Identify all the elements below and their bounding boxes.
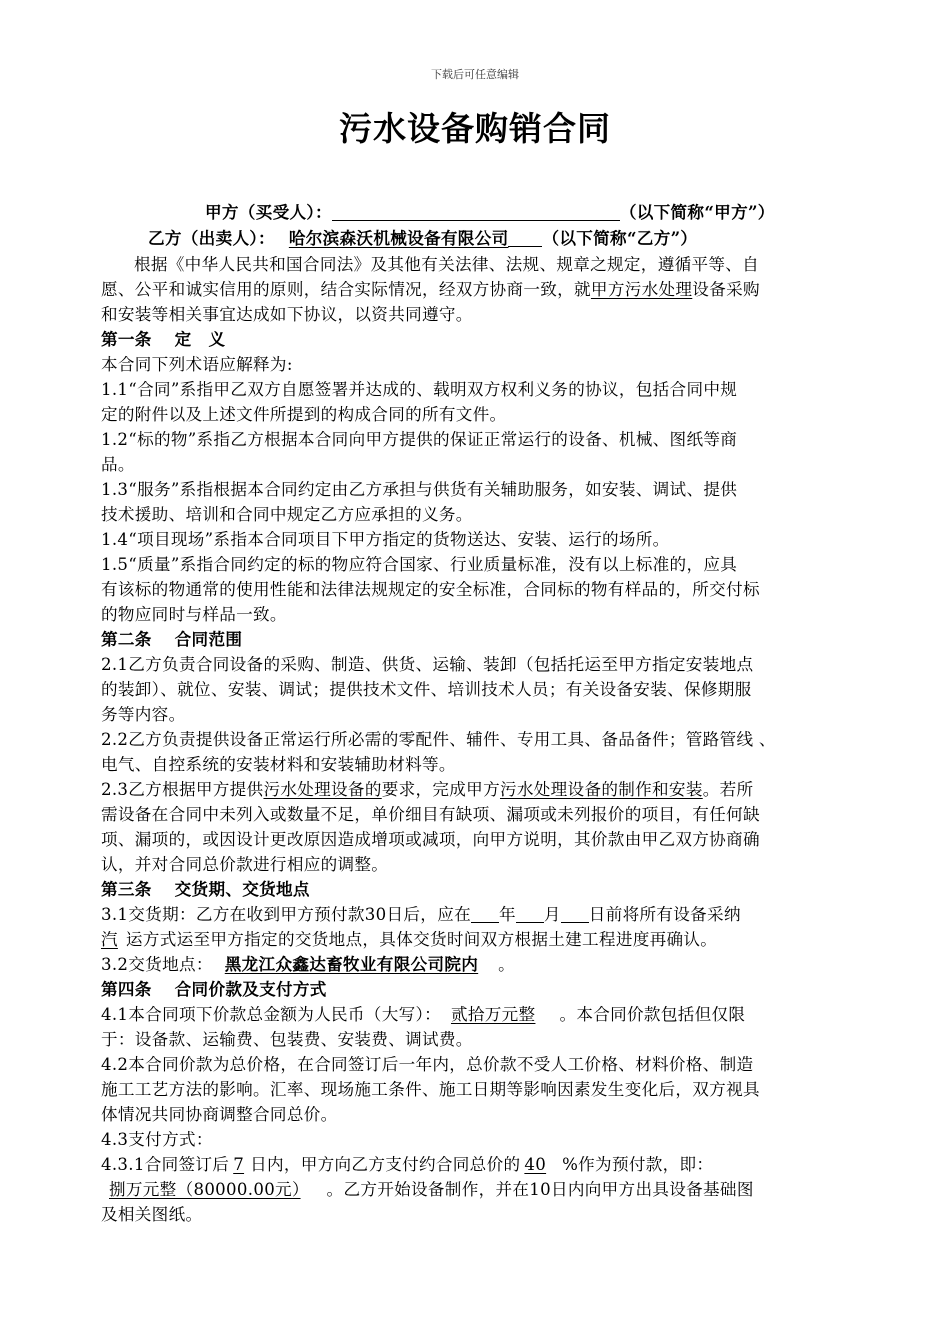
party-b-label: 乙方（出卖人）： (148, 228, 275, 248)
s1-p2a: 1.2“标的物”系指乙方根据本合同向甲方提供的保证正常运行的设备、机械、图纸等商 (101, 430, 738, 449)
s3-text: 3.1交货期：乙方在收到甲方预付款30日后，应在 (101, 905, 471, 924)
s3-text: 年 (498, 905, 516, 924)
s3-text: 。 (498, 955, 516, 974)
s4-p2c: 体情况共同协商调整合同总价。 (101, 1105, 338, 1124)
s4-p1a (101, 1002, 861, 1027)
contract-amount: 贰拾万元整 (450, 1005, 536, 1024)
party-a-suffix: （以下简称“甲方”） (619, 202, 775, 222)
s4-p31b (101, 1177, 861, 1202)
s4-p31c: 及相关图纸。 (101, 1205, 203, 1224)
s2-p2a: 2.2乙方负责提供设备正常运行所必需的零配件、辅件、专用工具、备品备件；管路管线 、 (101, 730, 776, 749)
s1-p2b: 品。 (101, 455, 135, 474)
s1-p4: 1.4“项目现场”系指本合同项目下甲方指定的货物送达、安装、运行的场所。 (101, 530, 670, 549)
party-b-suffix: （以下简称“乙方”） (542, 228, 698, 248)
party-a-line (205, 200, 865, 225)
s2-underlined: 污水处理设备的 (263, 780, 382, 799)
s2-p2b: 电气、自控系统的安装材料和安装辅助材料等。 (101, 755, 456, 774)
s1-p1a: 1.1“合同”系指甲乙双方自愿签署并达成的、载明双方权利义务的协议，包括合同中规 (101, 380, 738, 399)
s4-p31a (101, 1152, 861, 1177)
s2-p1c: 务等内容。 (101, 705, 186, 724)
s4-p2b: 施工工艺方法的影响。汇率、现场施工条件、施工日期等影响因素发生变化后，双方视具 (101, 1080, 760, 1099)
intro-line-1: 根据《中华人民共和国合同法》及其他有关法律、法规、规章之规定，遵循平等、自 (134, 255, 760, 274)
s1-p0: 本合同下列术语应解释为: (101, 355, 293, 374)
s4-text: 日内，甲方向乙方支付约合同总价的 (250, 1155, 521, 1174)
party-a-label: 甲方（买受人）： (205, 202, 332, 222)
s2-underlined: 污水处理设备的制作和安装 (499, 780, 703, 799)
s3-text: 月 (543, 905, 561, 924)
percent-value: 40 (524, 1155, 547, 1174)
s4-text: 。乙方开始设备制作，并在10日内向甲方出具设备基础图 (326, 1180, 754, 1199)
party-b-line (148, 226, 848, 251)
month-blank (516, 904, 544, 923)
year-blank (471, 904, 499, 923)
s1-p3a: 1.3“服务”系指根据本合同约定由乙方承担与供货有关辅助服务，如安装、调试、提供 (101, 480, 738, 499)
s2-p3c: 项、漏项的，或因设计更改原因造成增项或减项，向甲方说明，其价款由甲乙双方协商确 (101, 830, 760, 849)
s1-p5a: 1.5“质量”系指合同约定的标的物应符合国家、行业质量标准，没有以上标准的，应具 (101, 555, 738, 574)
section-2-title: 第二条 合同范围 (101, 629, 243, 649)
s3-text: 日前将所有设备采纳 (588, 905, 741, 924)
s3-p1a (101, 902, 861, 927)
s1-p3b: 技术援助、培训和合同中规定乙方应承担的义务。 (101, 505, 473, 524)
s2-p1a: 2.1乙方负责合同设备的采购、制造、供货、运输、装卸（包括托运至甲方指定安装地点 (101, 655, 754, 674)
s4-text: %作为预付款，即： (562, 1155, 714, 1174)
s4-p1b: 于：设备款、运输费、包装费、安装费、调试费。 (101, 1030, 473, 1049)
party-a-blank (332, 202, 620, 221)
s1-p5c: 的物应同时与样品一致。 (101, 605, 287, 624)
page-title: 污水设备购销合同 (339, 109, 611, 148)
s4-p2a: 4.2本合同价款为总价格，在合同签订后一年内，总价款不受人工价格、材料价格、制造 (101, 1055, 754, 1074)
page-header: 下载后可任意编辑 (431, 68, 519, 81)
party-b-name: 哈尔滨森沃机械设备有限公司 (288, 228, 509, 248)
section-3-title: 第三条 交货期、交货地点 (101, 879, 310, 899)
s4-p3: 4.3支付方式： (101, 1130, 213, 1149)
days-value: 7 (233, 1155, 245, 1174)
delivery-location: 黑龙江众鑫达畜牧业有限公司院内 (224, 954, 479, 974)
s2-text: 要求，完成甲方 (381, 780, 500, 799)
s4-text: 4.1本合同项下价款总金额为人民币（大写）： (101, 1005, 441, 1024)
section-4-title: 第四条 合同价款及支付方式 (101, 979, 327, 999)
s2-p3d: 认，并对合同总价款进行相应的调整。 (101, 855, 389, 874)
s2-p3b: 需设备在合同中未列入或数量不足，单价细目有缺项、漏项或未列报价的项目，有任何缺 (101, 805, 760, 824)
intro-underlined: 甲方污水处理 (590, 280, 693, 299)
s2-p1b: 的装卸）、就位、安装、调试；提供技术文件、培训技术人员；有关设备安装、保修期服 (101, 680, 752, 699)
transport-mode: 汽 (101, 930, 118, 949)
intro-line-2 (101, 277, 861, 302)
intro-line-3: 和安装等相关事宜达成如下协议，以资共同遵守。 (101, 305, 473, 324)
party-b-blank (508, 228, 542, 247)
s2-p3a (101, 777, 861, 802)
s3-p2 (101, 952, 861, 977)
s3-p1b (101, 927, 861, 952)
s4-text: 。本合同价款包括但仅限 (559, 1005, 746, 1024)
s4-text: 4.3.1合同签订后 (101, 1155, 230, 1174)
s3-text: 3.2交货地点： (101, 955, 213, 974)
section-1-title: 第一条 定 义 (101, 329, 226, 349)
s2-text: 2.3乙方根据甲方提供 (101, 780, 264, 799)
day-blank (561, 904, 589, 923)
s1-p1b: 定的附件以及上述文件所提到的构成合同的所有文件。 (101, 405, 507, 424)
s1-p5b: 有该标的物通常的使用性能和法律法规规定的安全标准，合同标的物有样品的，所交付标 (101, 580, 760, 599)
intro-text: 愿、公平和诚实信用的原则，结合实际情况，经双方协商一致，就 (101, 280, 591, 299)
s2-text: 。若所 (702, 780, 754, 799)
s3-text: 运方式运至甲方指定的交货地点，具体交货时间双方根据土建工程进度再确认。 (125, 930, 718, 949)
prepayment-amount: 捌万元整（80000.00元） (109, 1180, 301, 1199)
intro-text: 设备采购 (692, 280, 760, 299)
